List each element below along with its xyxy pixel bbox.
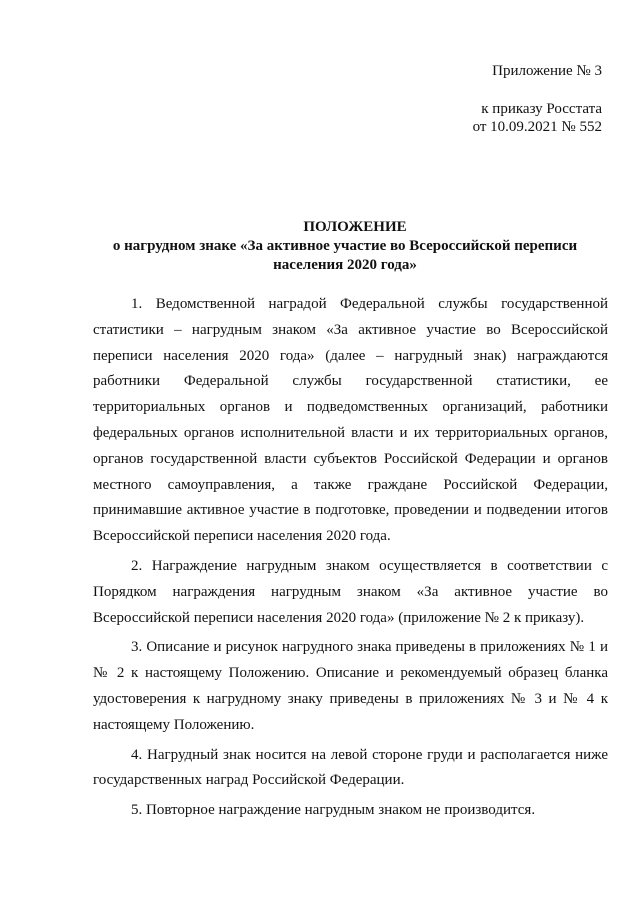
document-body — [93, 292, 608, 828]
paragraph-1: 1. Ведомственной наградой Федеральной службы государственной статистики – нагрудным знаком «За активное участие во Всероссийской переписи населения 2020 года» (далее – нагрудный знак) награждаются работники Федеральной службы государственной статистики, ее территориальных органов и подведомственных организаций, работники федеральных органов исполнительной власти и их территориальных органов, органов государственной власти субъектов Российской Федерации и органов местного самоуправления, а также граждане Российской Федерации, принимавшие активное участие в подготовке, проведении и подведении итогов Всероссийской переписи населения 2020 года. — [93, 296, 608, 545]
paragraph-2: 2. Награждение нагрудным знаком осуществляется в соответствии с Порядком награждения нагрудным знаком «За активное участие во Всероссийской переписи населения 2020 года» (приложение № 2 к приказу). — [93, 557, 608, 626]
order-date: от 10.09.2021 № 552 — [472, 119, 602, 135]
appendix-header — [473, 62, 602, 136]
paragraph-4: 4. Нагрудный знак носится на левой стороне груди и располагается ниже государственных наград Российской Федерации. — [93, 746, 608, 789]
appendix-number: Приложение № 3 — [492, 63, 602, 79]
paragraph-3: 3. Описание и рисунок нагрудного знака приведены в приложениях № 1 и № 2 к настоящему Положению. Описание и рекомендуемый образец бланка удостоверения к нагрудному знаку приведены в приложениях № 3 и № 4 к настоящему Положению. — [93, 639, 608, 733]
title-subtitle: о нагрудном знаке «За активное участие во Всероссийской переписи населения 2020 года» — [112, 238, 578, 273]
document-title — [90, 218, 600, 275]
order-reference: к приказу Росстата — [481, 101, 602, 117]
paragraph-5: 5. Повторное награждение нагрудным знаком не производится. — [131, 802, 536, 819]
title-heading: ПОЛОЖЕНИЕ — [303, 219, 407, 235]
